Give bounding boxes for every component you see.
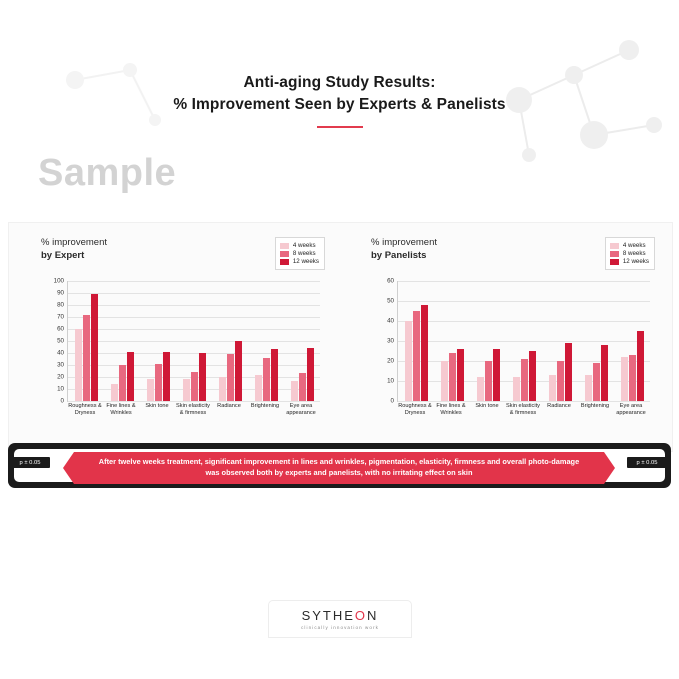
chart-expert-plot <box>53 277 320 405</box>
bar <box>529 351 536 401</box>
x-axis-label: Skin tone <box>475 403 499 409</box>
brand-logo-part3: N <box>367 608 379 623</box>
page-title <box>0 72 679 128</box>
legend-label-4-weeks: 4 weeks <box>622 242 646 249</box>
bar <box>457 349 464 401</box>
bar <box>263 358 270 401</box>
bar <box>557 361 564 401</box>
bar <box>155 364 162 401</box>
y-axis-tick: 70 <box>57 313 64 321</box>
p-value-badge-right: p ± 0.05 <box>627 457 667 468</box>
bar-group <box>441 281 464 401</box>
gridline <box>398 401 650 402</box>
bar <box>111 384 118 401</box>
y-axis-tick: 20 <box>387 357 394 365</box>
brand-logo <box>268 600 412 638</box>
bar-group <box>75 281 98 401</box>
bar <box>271 349 278 401</box>
y-axis-tick: 40 <box>57 349 64 357</box>
legend-swatch-12-weeks <box>610 259 619 265</box>
bar <box>441 361 448 401</box>
y-axis-tick: 10 <box>57 385 64 393</box>
x-axis-label: Roughness & Dryness <box>398 403 432 416</box>
bar <box>75 329 82 401</box>
y-axis-tick: 10 <box>387 377 394 385</box>
x-axis-label: Skin tone <box>145 403 169 409</box>
bar <box>413 311 420 401</box>
x-axis-label: Brightening <box>250 403 280 409</box>
bar-group <box>219 281 242 401</box>
chart-panelists <box>361 223 661 451</box>
chart-expert-heading-line1: % improvement <box>41 237 107 248</box>
charts-panel <box>8 222 673 452</box>
bar-groups <box>68 281 320 401</box>
bar <box>255 375 262 401</box>
bar <box>227 354 234 401</box>
bar <box>191 372 198 401</box>
y-axis-tick: 0 <box>390 397 394 405</box>
y-axis-tick: 80 <box>57 301 64 309</box>
brand-logo-part1: SYTHE <box>301 608 355 623</box>
bar <box>493 349 500 401</box>
y-axis-tick: 90 <box>57 289 64 297</box>
conclusion-callout: After twelve weeks treatment, significant improvement in lines and wrinkles, pigmentation, elasticity, firmness and overall photo-damage was observed both by experts and panelists, with no irritating effect on skin <box>74 452 604 484</box>
bar-group <box>291 281 314 401</box>
bar-group <box>585 281 608 401</box>
x-axis-label: Skin elasticity & firmness <box>506 403 540 416</box>
legend-item-4-weeks <box>280 242 319 249</box>
legend-item-12-weeks <box>280 258 319 265</box>
x-axis-label: Fine lines & Wrinkles <box>436 403 466 416</box>
chart-panelists-heading <box>371 237 437 263</box>
y-axis-tick: 60 <box>57 325 64 333</box>
bar-group <box>405 281 428 401</box>
chart-expert-heading-line2: by Expert <box>41 249 85 261</box>
legend-item-12-weeks <box>610 258 649 265</box>
bar <box>629 355 636 401</box>
bar <box>307 348 314 401</box>
chart-panelists-heading-line1: % improvement <box>371 237 437 248</box>
chart-panelists-heading-line2: by Panelists <box>371 249 427 261</box>
y-axis-tick: 0 <box>60 397 64 405</box>
bar <box>585 375 592 401</box>
bar <box>549 375 556 401</box>
y-axis-tick: 30 <box>387 337 394 345</box>
legend-label-8-weeks: 8 weeks <box>622 250 646 257</box>
x-axis-label: Radiance <box>547 403 571 409</box>
title-line-1: Anti-aging Study Results: <box>243 74 436 91</box>
bar <box>593 363 600 401</box>
legend-swatch-8-weeks <box>610 251 619 257</box>
legend-label-12-weeks: 12 weeks <box>622 258 649 265</box>
legend-swatch-4-weeks <box>610 243 619 249</box>
chart-panelists-legend <box>605 237 655 270</box>
x-axis-label: Brightening <box>580 403 610 409</box>
bar <box>485 361 492 401</box>
bar <box>119 365 126 401</box>
bar <box>291 381 298 401</box>
bar <box>83 315 90 401</box>
y-axis-tick: 60 <box>387 277 394 285</box>
bar-group <box>147 281 170 401</box>
title-underline <box>317 126 363 128</box>
bar-groups <box>398 281 650 401</box>
bar <box>637 331 644 401</box>
bar <box>477 377 484 401</box>
legend-swatch-8-weeks <box>280 251 289 257</box>
x-axis-label: Eye area appearance <box>616 403 646 416</box>
bar <box>601 345 608 401</box>
x-axis-label: Eye area appearance <box>286 403 316 416</box>
title-line-2: % Improvement Seen by Experts & Panelists <box>173 96 506 114</box>
bar-group <box>477 281 500 401</box>
y-axis-tick: 40 <box>387 317 394 325</box>
sample-watermark: Sample <box>38 152 177 194</box>
bar <box>127 352 134 401</box>
bar <box>449 353 456 401</box>
y-axis-tick: 50 <box>57 337 64 345</box>
bar <box>219 377 226 401</box>
legend-swatch-12-weeks <box>280 259 289 265</box>
x-axis-label: Radiance <box>217 403 241 409</box>
bar <box>147 379 154 401</box>
brand-logo-text <box>302 608 379 623</box>
legend-item-8-weeks <box>280 250 319 257</box>
bar <box>421 305 428 401</box>
bar <box>163 352 170 401</box>
y-axis-tick: 100 <box>53 277 64 285</box>
legend-label-12-weeks: 12 weeks <box>292 258 319 265</box>
bar <box>91 294 98 401</box>
bar-group <box>513 281 536 401</box>
chart-expert <box>31 223 331 451</box>
x-axis-label: Fine lines & Wrinkles <box>106 403 136 416</box>
bar <box>521 359 528 401</box>
legend-swatch-4-weeks <box>280 243 289 249</box>
chart-expert-heading <box>41 237 107 263</box>
bar-group <box>621 281 644 401</box>
bar <box>235 341 242 401</box>
y-axis-tick: 20 <box>57 373 64 381</box>
legend-label-8-weeks: 8 weeks <box>292 250 316 257</box>
chart-expert-legend <box>275 237 325 270</box>
bar <box>621 357 628 401</box>
brand-logo-part2: O <box>354 608 368 623</box>
legend-item-4-weeks <box>610 242 649 249</box>
x-axis-label: Roughness & Dryness <box>68 403 102 416</box>
bar <box>199 353 206 401</box>
bar-group <box>111 281 134 401</box>
bar <box>405 321 412 401</box>
legend-item-8-weeks <box>610 250 649 257</box>
y-axis-tick: 50 <box>387 297 394 305</box>
bar-group <box>183 281 206 401</box>
bar-group <box>549 281 572 401</box>
chart-panelists-x-axis <box>397 403 649 417</box>
x-axis-label: Skin elasticity & firmness <box>176 403 210 416</box>
gridline <box>68 401 320 402</box>
chart-expert-x-axis <box>67 403 319 417</box>
bar <box>513 377 520 401</box>
bar <box>565 343 572 401</box>
y-axis-tick: 30 <box>57 361 64 369</box>
brand-logo-tagline: clinically innovation work <box>301 625 379 630</box>
bar <box>183 379 190 401</box>
chart-panelists-plot <box>387 277 650 405</box>
bar <box>299 373 306 401</box>
bar-group <box>255 281 278 401</box>
legend-label-4-weeks: 4 weeks <box>292 242 316 249</box>
p-value-badge-left: p ± 0.05 <box>10 457 50 468</box>
